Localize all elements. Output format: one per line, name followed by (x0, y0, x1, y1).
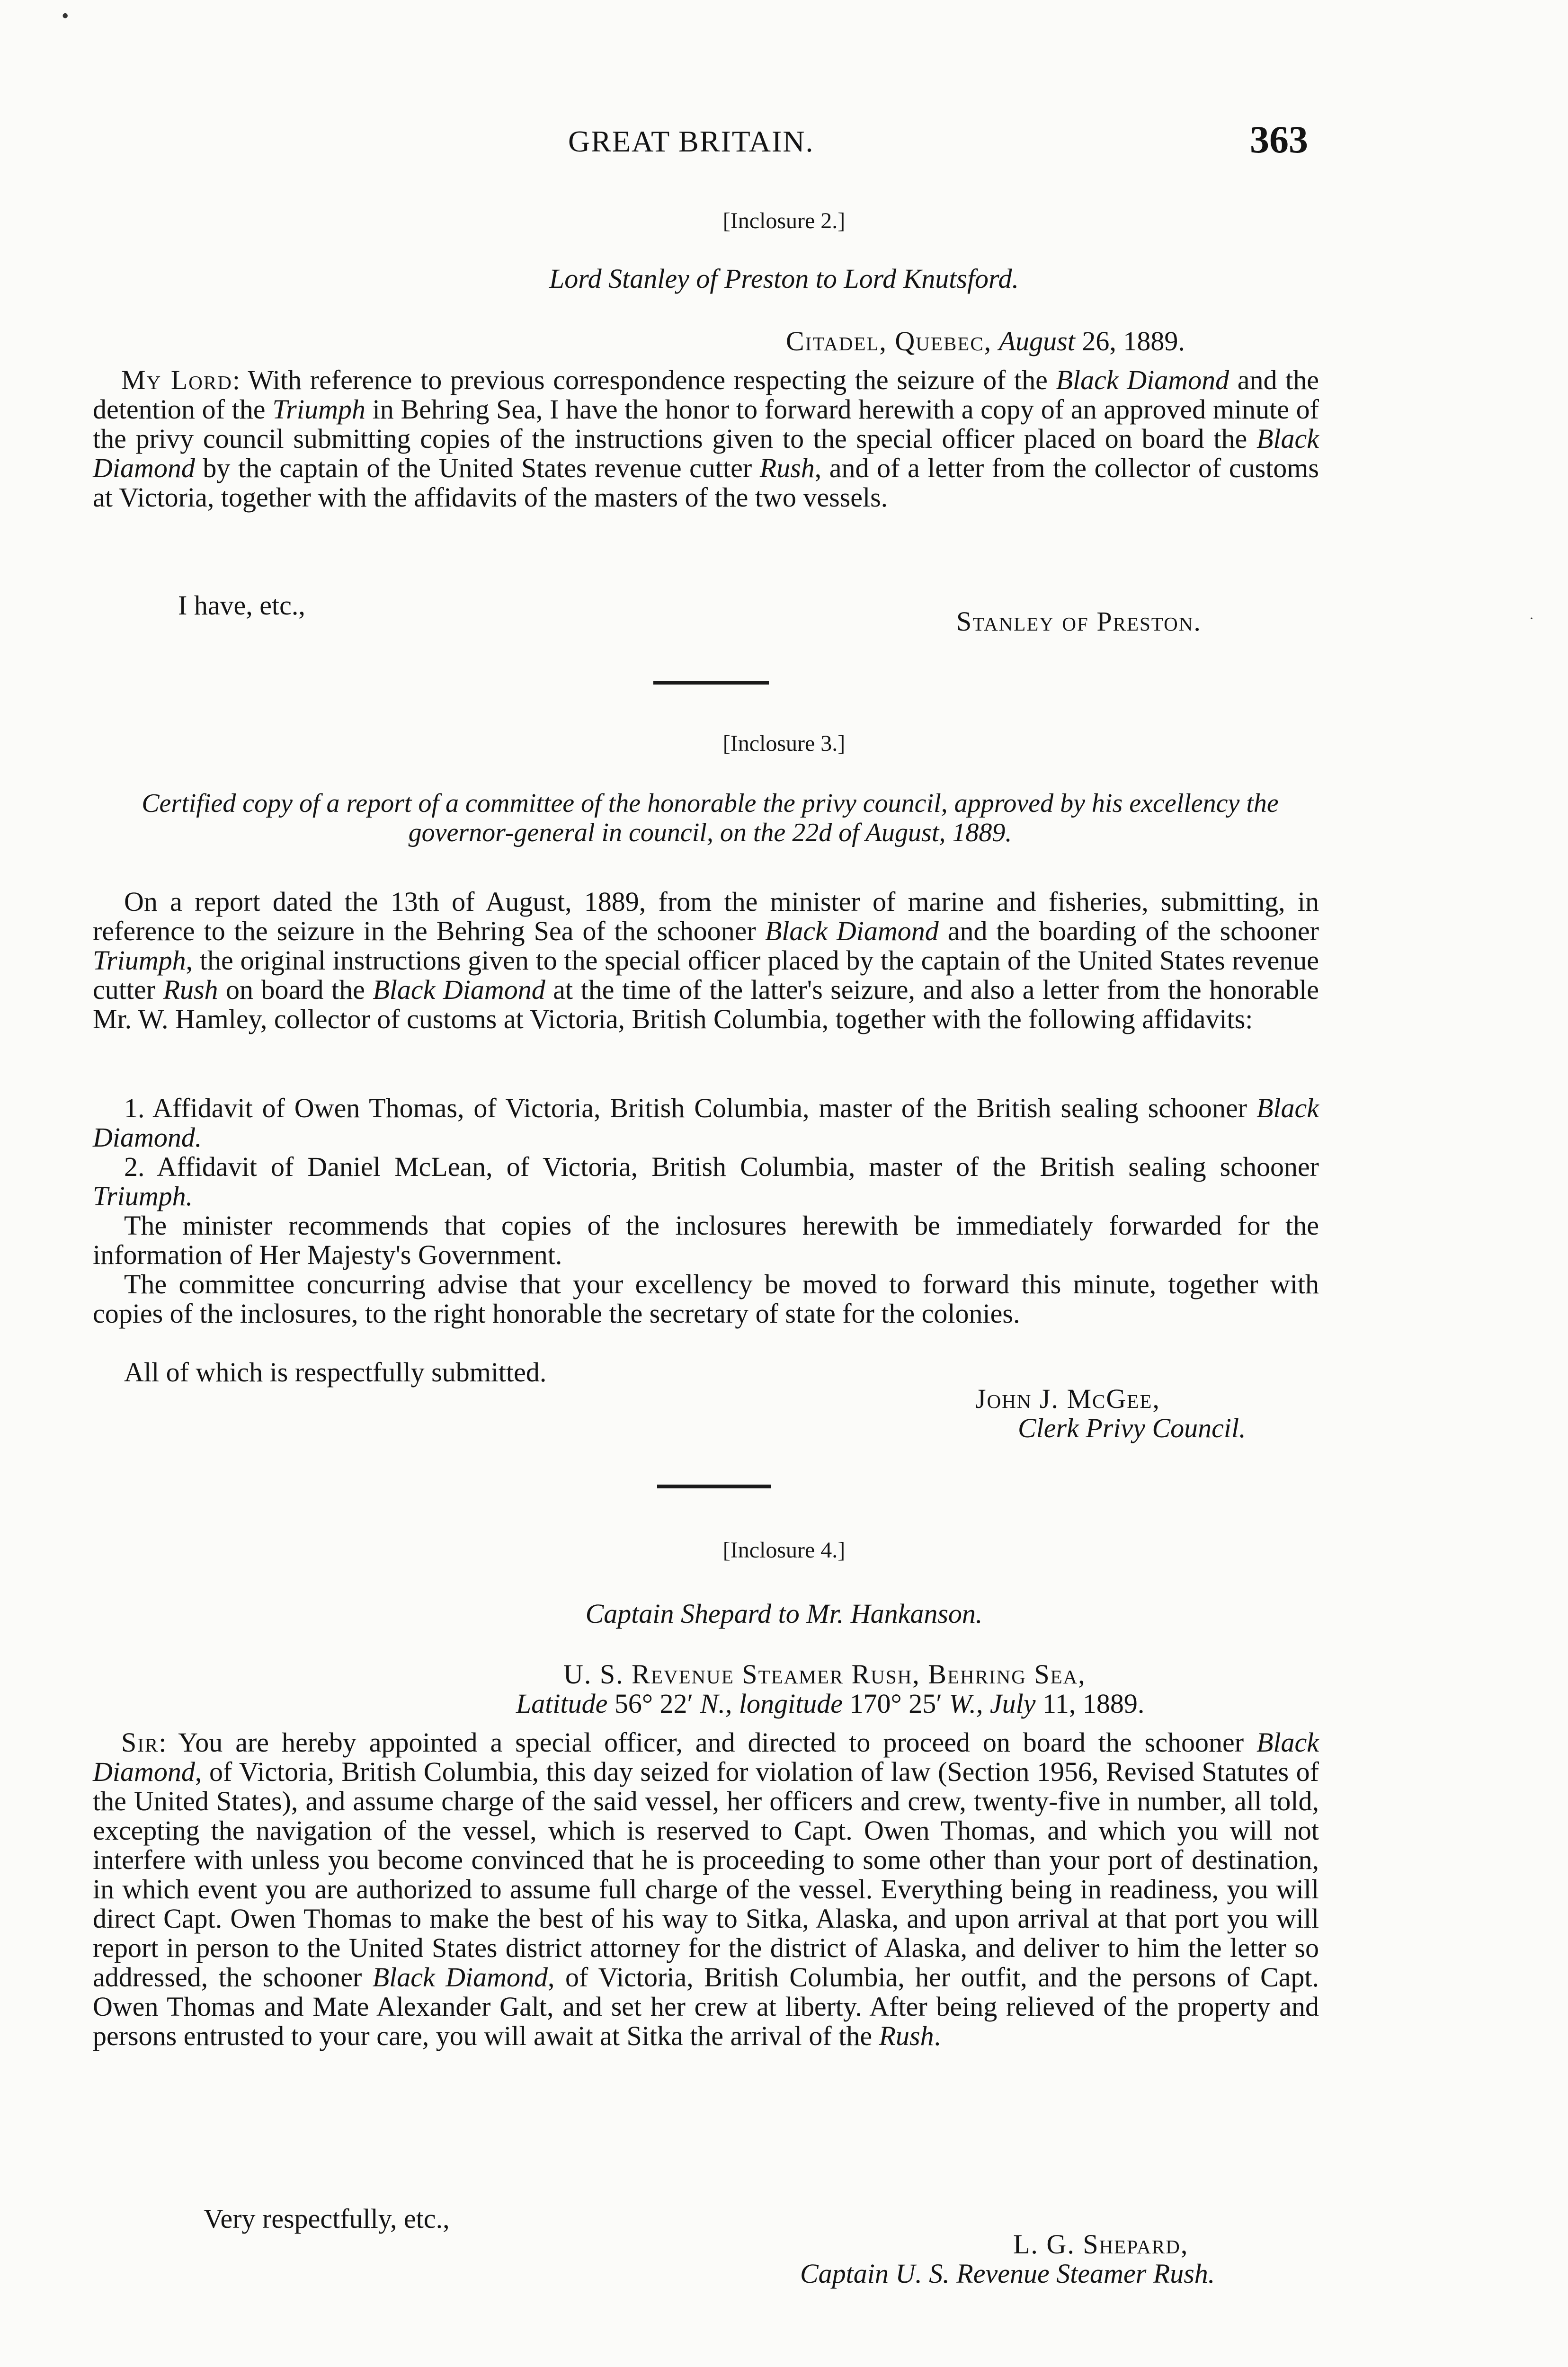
section-divider (653, 681, 769, 685)
body-text: and the detention of the (93, 365, 1319, 425)
longitude-value: 170° 25′ (849, 1688, 942, 1719)
longitude-label: N., longitude (700, 1688, 843, 1719)
scan-speck: · (1529, 611, 1534, 626)
body-text: , the original instructions given to the special officer placed by the captain of the United States revenue cutter (93, 945, 1319, 1005)
body-text: 1. Affidavit of Owen Thomas, of Victoria, British Columbia, master of the British sealing schooner (124, 1093, 1256, 1123)
scan-speck: • (62, 4, 69, 27)
enclosure-3-title: Certified copy of a report of a committee of the honorable the privy council, approved by his excellency the governor-general in council, on the 22d of August, 1889. (142, 789, 1279, 847)
body-text: in Behring Sea, I have the honor to forward herewith a copy of an approved minute of the privy council submitting copies of the instructions given to the special officer placed on board the (93, 394, 1319, 454)
enclosure-3-paragraph-4: All of which is respectfully submitted. (124, 1357, 547, 1388)
enclosure-2-body (93, 365, 1319, 512)
body-text: , of Victoria, British Columbia, her outfit, and the persons of Capt. Owen Thomas and Mate Alexander Galt, and set her crew at liberty. After being relieved of the property and persons entrusted to your care, you will await at Sitka the arrival of the (93, 1962, 1319, 2051)
ship-name: Black Diamond (93, 423, 1319, 483)
affidavit-item-1 (93, 1094, 1319, 1152)
ship-name: Rush (163, 974, 218, 1005)
affidavit-item-2 (93, 1152, 1319, 1211)
ship-name: Black Diamond. (93, 1093, 1319, 1153)
enclosure-2-closing: I have, etc., (178, 590, 305, 621)
enclosure-3-signature-name: John J. McGee, (975, 1383, 1160, 1414)
body-text: : With reference to previous correspondence respecting the seizure of the (232, 365, 1056, 395)
dateline-place: Citadel, Quebec, (786, 326, 992, 356)
salutation: My Lord (121, 365, 232, 395)
running-head: GREAT BRITAIN. (568, 125, 814, 158)
date-tail: 11, 1889. (1042, 1688, 1145, 1719)
ship-name: Black Diamond (1056, 365, 1229, 395)
body-text: , of Victoria, British Columbia, this day seized for violation of law (Section 1956, Revised Statutes of the United States), and assume charge of the said vessel, her officers and crew, twenty-five in number, all told, excepting the navigation of the vessel, which is reserved to Capt. Owen Thomas, and which you will not interfere with unless you become convinced that he is proceeding to some other than your port of destination, in which event you are authorized to assume full charge of the vessel. Everything being in readiness, you will direct Capt. Owen Thomas to make the best of his way to Sitka, Alaska, and upon arrival at that port you will report in person to the United States district attorney for the district of Alaska, and deliver to him the letter so addressed, the schooner (93, 1756, 1319, 1993)
ship-name: Black Diamond (93, 1727, 1319, 1787)
dateline-day-year: 26, 1889. (1082, 326, 1185, 356)
enclosure-4-signature-name: L. G. Shepard, (1013, 2229, 1189, 2260)
enclosure-3-heading: [Inclosure 3.] (722, 731, 846, 756)
ship-name: Triumph (272, 394, 365, 425)
body-text: on board the (218, 974, 373, 1005)
enclosure-2-dateline (786, 327, 1185, 356)
body-text: at the time of the latter's seizure, and also a letter from the honorable Mr. W. Hamley, collector of customs at Victoria, British Columbia, together with the following affidavits: (93, 974, 1319, 1034)
ship-name: Black Diamond (372, 1962, 548, 1993)
enclosure-2-heading: [Inclosure 2.] (722, 208, 846, 233)
body-text: : You are hereby appointed a special officer, and directed to proceed on board the schooner (159, 1727, 1256, 1758)
enclosure-4-dateline-1: U. S. Revenue Steamer Rush, Behring Sea, (563, 1659, 1086, 1690)
ship-name: Triumph (93, 945, 186, 976)
enclosure-4-title: Captain Shepard to Mr. Hankanson. (585, 1598, 983, 1629)
enclosure-2-title: Lord Stanley of Preston to Lord Knutsford. (549, 263, 1019, 294)
ship-name: Black Diamond (373, 974, 545, 1005)
dateline-month: August (998, 326, 1075, 356)
enclosure-3-paragraph-2: The minister recommends that copies of the inclosures herewith be immediately forwarded for the information of Her Majesty's Government. (93, 1210, 1319, 1270)
page-number: 363 (1250, 118, 1308, 161)
body-text: . (934, 2020, 941, 2051)
enclosure-4-body (93, 1728, 1319, 2051)
enclosure-4-closing: Very respectfully, etc., (204, 2203, 450, 2234)
enclosure-4-signature-title: Captain U. S. Revenue Steamer Rush. (800, 2258, 1215, 2289)
body-text: 2. Affidavit of Daniel McLean, of Victoria, British Columbia, master of the British sealing schooner (124, 1151, 1319, 1182)
body-text: and the boarding of the schooner (938, 916, 1319, 946)
ship-name: Rush (759, 453, 815, 483)
enclosure-4-dateline-2 (516, 1689, 1144, 1718)
body-text: On a report dated the 13th of August, 1889, from the minister of marine and fisheries, submitting, in reference to the seizure in the Behring Sea of the schooner (93, 886, 1319, 946)
body-text: by the captain of the United States revenue cutter (195, 453, 760, 483)
latitude-value: 56° 22′ (614, 1688, 694, 1719)
body-text: , and of a letter from the collector of customs at Victoria, together with the affidavits of the masters of the two vessels. (93, 453, 1319, 513)
enclosure-3-paragraph-3: The committee concurring advise that your excellency be moved to forward this minute, together with copies of the inclosures, to the right honorable the secretary of state for the colonies. (93, 1269, 1319, 1329)
enclosure-3-signature-title: Clerk Privy Council. (1018, 1413, 1246, 1443)
ship-name: Triumph. (93, 1181, 193, 1211)
enclosure-2-signature: Stanley of Preston. (956, 606, 1202, 637)
ship-name: Black Diamond (765, 916, 939, 946)
salutation: Sir (121, 1727, 159, 1758)
section-divider (657, 1485, 771, 1488)
ship-name: Rush (879, 2020, 934, 2051)
date-month: W., July (949, 1688, 1036, 1719)
enclosure-3-paragraph-1 (93, 887, 1319, 1034)
latitude-label: Latitude (516, 1688, 608, 1719)
enclosure-4-heading: [Inclosure 4.] (722, 1538, 846, 1563)
